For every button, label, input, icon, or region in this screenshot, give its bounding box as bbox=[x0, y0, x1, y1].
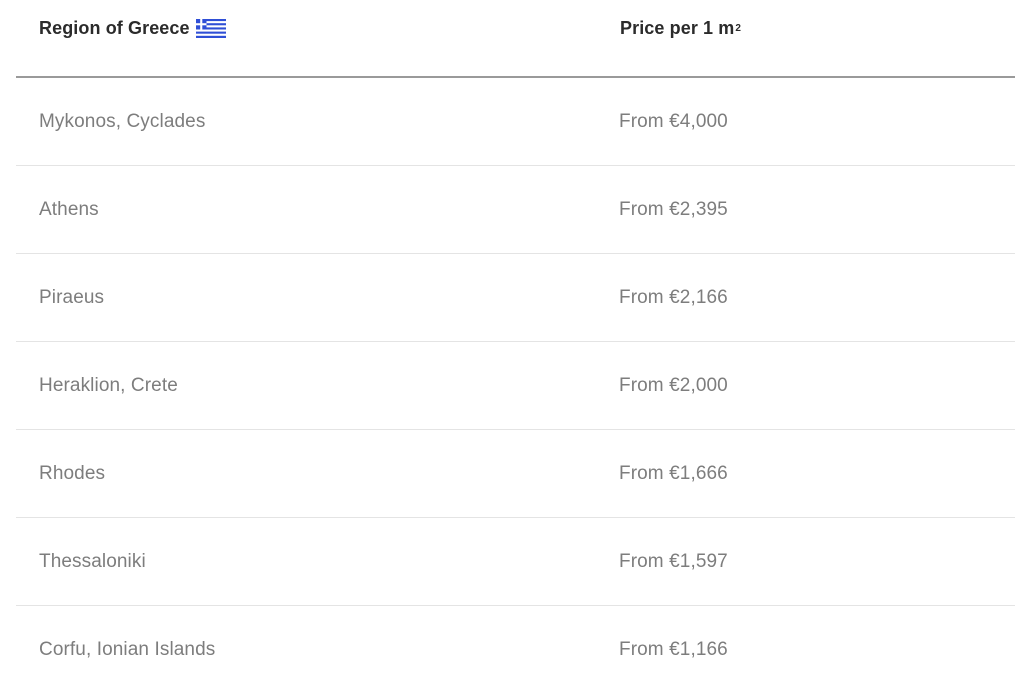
table-row bbox=[16, 518, 1015, 606]
price-column-header bbox=[620, 0, 741, 66]
region-cell: Mykonos, Cyclades bbox=[39, 110, 206, 132]
price-cell: From €4,000 bbox=[619, 110, 728, 132]
region-cell: Rhodes bbox=[39, 462, 106, 484]
region-cell: Thessaloniki bbox=[39, 550, 146, 572]
region-cell: Corfu, Ionian Islands bbox=[39, 638, 216, 660]
table-header-row bbox=[16, 0, 1015, 78]
region-cell: Athens bbox=[39, 198, 99, 220]
region-cell: Piraeus bbox=[39, 286, 105, 308]
region-header-label: Region of Greece bbox=[39, 17, 190, 38]
table-row bbox=[16, 342, 1015, 430]
region-cell: Heraklion, Crete bbox=[39, 374, 178, 396]
table-row bbox=[16, 254, 1015, 342]
price-header-superscript: 2 bbox=[735, 22, 742, 34]
price-header-label: Price per 1 m bbox=[620, 17, 735, 38]
price-cell: From €2,000 bbox=[619, 374, 728, 396]
price-cell: From €1,597 bbox=[619, 550, 728, 572]
greece-flag-icon bbox=[196, 19, 226, 38]
table-row bbox=[16, 606, 1015, 693]
table-row bbox=[16, 166, 1015, 254]
table-row bbox=[16, 78, 1015, 166]
region-column-header bbox=[39, 0, 226, 66]
price-cell: From €1,166 bbox=[619, 638, 728, 660]
price-cell: From €2,395 bbox=[619, 198, 728, 220]
price-table bbox=[16, 0, 1015, 693]
table-row bbox=[16, 430, 1015, 518]
price-cell: From €1,666 bbox=[619, 462, 728, 484]
price-cell: From €2,166 bbox=[619, 286, 728, 308]
